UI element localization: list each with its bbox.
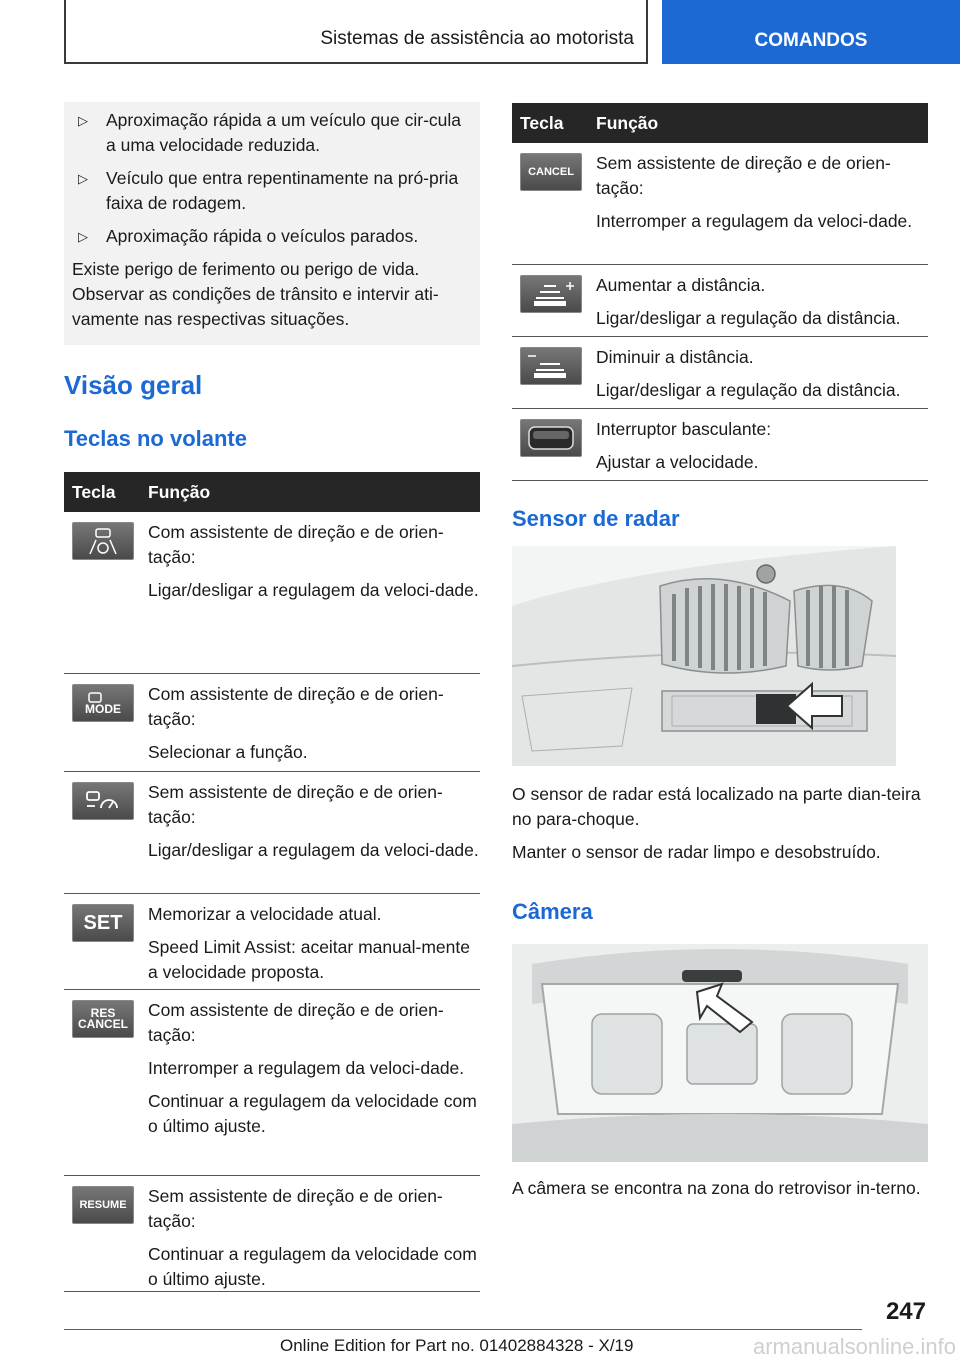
speed-control-icon	[72, 782, 134, 820]
triangle-bullet-icon: ▷	[78, 171, 88, 186]
warning-bullet: ▷ Aproximação rápida a um veículo que cir-cula a uma velocidade reduzida.	[72, 108, 472, 158]
table-header: Tecla Função	[64, 472, 480, 512]
radar-location-text: O sensor de radar está localizado na parte dian-teira no para-choque.	[512, 784, 921, 829]
steering-assist-icon	[72, 522, 134, 560]
table-row: CANCEL Sem assistente de direção e de orien-tação: Interromper a regulagem da veloci-dade.	[512, 143, 928, 265]
table-row: Diminuir a distância. Ligar/desligar a regulação da distância.	[512, 337, 928, 409]
camera-location-text: A câmera se encontra na zona do retrovisor in-terno.	[512, 1178, 921, 1198]
overview-heading: Visão geral	[64, 370, 203, 400]
radar-heading: Sensor de radar	[512, 506, 680, 531]
camera-heading: Câmera	[512, 899, 593, 924]
watermark: armanualsonline.info	[752, 1334, 956, 1359]
header-section-box	[64, 0, 648, 64]
page-number: 247	[885, 1298, 926, 1325]
edition-text: Online Edition for Part no. 01402884328 - X/19	[280, 1336, 634, 1355]
warning-box	[64, 102, 480, 345]
triangle-bullet-icon: ▷	[78, 113, 88, 128]
table-row: Aumentar a distância. Ligar/desligar a regulação da distância.	[512, 265, 928, 337]
set-button-icon: SET	[72, 904, 134, 942]
triangle-bullet-icon: ▷	[78, 229, 88, 244]
table-row: Com assistente de direção e de orien-tação: Ligar/desligar a regulagem da veloci-dade.	[64, 512, 480, 674]
distance-decrease-icon	[520, 347, 582, 385]
steering-keys-heading: Teclas no volante	[64, 426, 247, 451]
steering-keys-table	[64, 472, 480, 1292]
distance-increase-icon	[520, 275, 582, 313]
table-row: MODE Com assistente de direção e de orien-tação: Selecionar a função.	[64, 674, 480, 772]
chapter-tab[interactable]: COMANDOS	[662, 0, 960, 64]
camera-illustration	[512, 944, 928, 1162]
table-row: RES CANCEL Com assistente de direção e de orien-tação: Interromper a regulagem da veloci-dade. Continuar a regulagem da velocidade com o último ajuste.	[64, 990, 480, 1176]
section-title: Sistemas de assistência ao motorista	[320, 28, 634, 49]
rocker-switch-icon	[520, 419, 582, 457]
table-header: Tecla Função	[512, 103, 928, 143]
mode-button-icon: MODE	[72, 684, 134, 722]
steering-keys-table-continued	[512, 103, 928, 481]
table-row: SET Memorizar a velocidade atual. Speed Limit Assist: aceitar manual-mente a velocidade proposta.	[64, 894, 480, 990]
radar-sensor-illustration	[512, 546, 896, 766]
cancel-button-icon: CANCEL	[520, 153, 582, 191]
table-row: Sem assistente de direção e de orien-tação: Ligar/desligar a regulagem da veloci-dade.	[64, 772, 480, 894]
table-row: RESUME Sem assistente de direção e de orien-tação: Continuar a regulagem da velocidade com o último ajuste.	[64, 1176, 480, 1292]
warning-bullet: ▷ Veículo que entra repentinamente na pró-pria faixa de rodagem.	[72, 166, 472, 216]
radar-maintenance-text: Manter o sensor de radar limpo e desobstruído.	[512, 842, 881, 862]
res-cancel-button-icon: RES CANCEL	[72, 1000, 134, 1038]
warning-text: Existe perigo de ferimento ou perigo de vida. Observar as condições de trânsito e intervir ati-vamente nas respectivas situações.	[72, 259, 439, 329]
table-row: Interruptor basculante: Ajustar a velocidade.	[512, 409, 928, 481]
resume-button-icon: RESUME	[72, 1186, 134, 1224]
warning-bullet: ▷ Aproximação rápida o veículos parados.	[72, 224, 472, 249]
footer-divider	[64, 1329, 862, 1330]
